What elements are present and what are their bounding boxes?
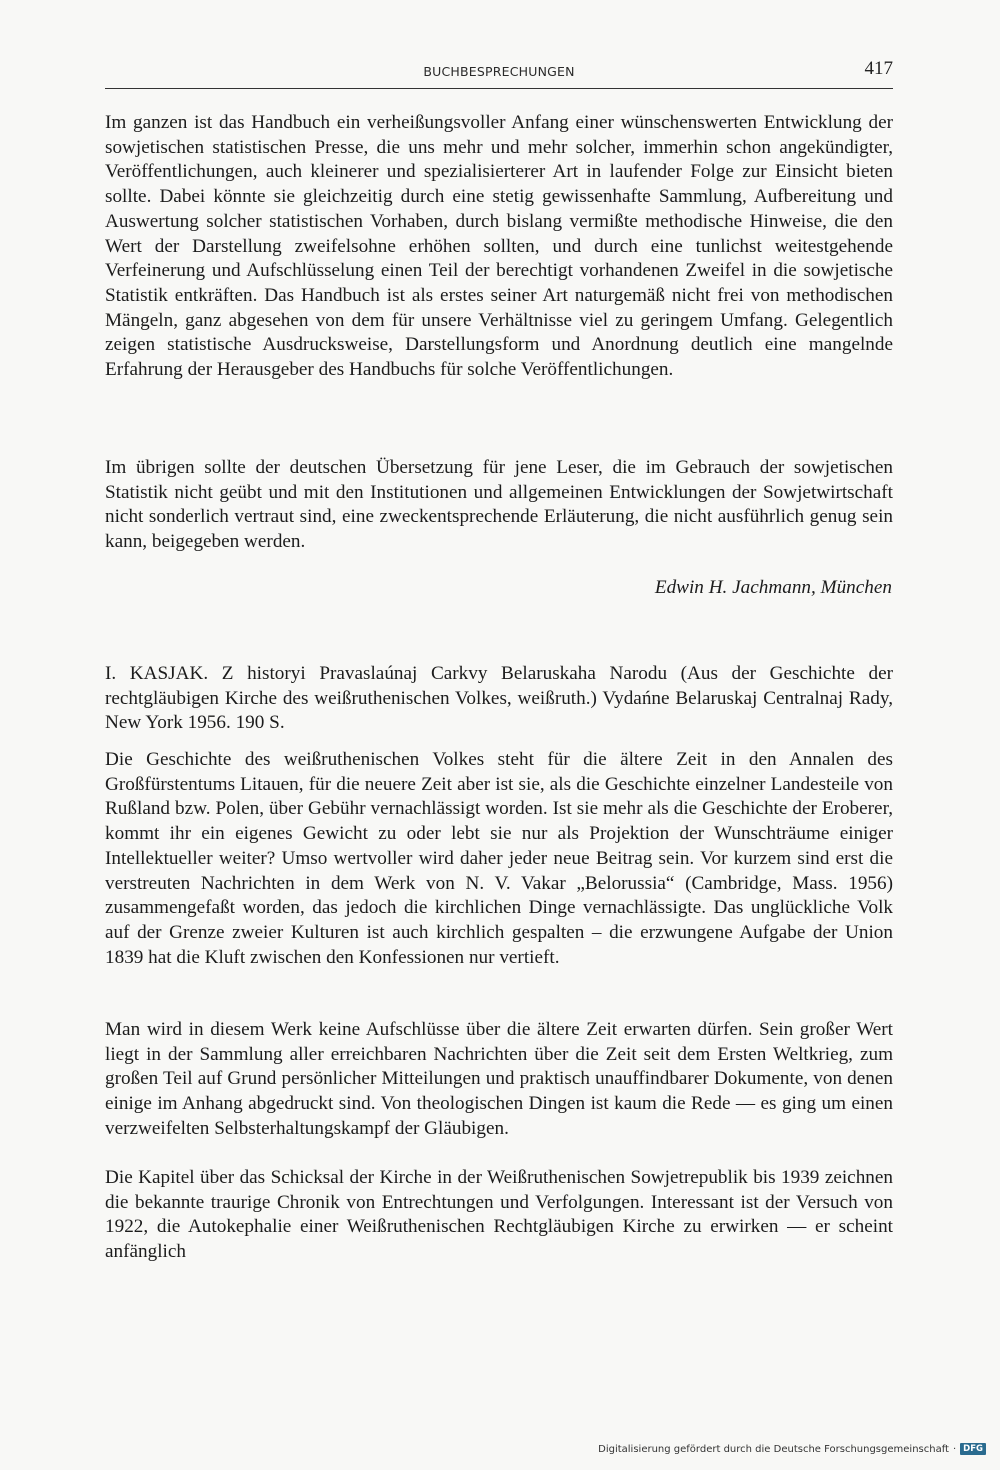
review1-paragraph-2: Im übrigen sollte der deutschen Übersetzung für jene Leser, die im Gebrauch der sowjetischen Statistik nicht geübt und mit den Institutionen und allgemeinen Entwicklungen der Sowjetwirtschaft nicht sonderlich vertraut sind, eine zweckentsprechende Erläuterung, die nicht ausführlich genug sein kann, beigegeben werden.	[105, 457, 893, 553]
running-header	[105, 58, 893, 89]
credit-separator: ·	[952, 1443, 957, 1455]
review2-paragraph-3: Die Kapitel über das Schicksal der Kirche in der Weißruthenischen Sowjetrepublik bis 1939 zeichnen die bekannte traurige Chronik von Entrechtungen und Verfolgungen. Interessant ist der Versuch von 1922, die Autokephalie einer Weißruthenischen Rechtgläubigen Kirche zu erwirken — er scheint anfänglich	[105, 1167, 893, 1263]
dfg-logo-icon: DFG	[960, 1443, 986, 1455]
review2-paragraph-2: Man wird in diesem Werk keine Aufschlüsse über die ältere Zeit erwarten dürfen. Sein großer Wert liegt in der Sammlung aller erreichbaren Nachrichten über die Zeit seit dem Ersten Weltkrieg, zum großen Teil auf Grund persönlicher Mitteilungen und praktisch unauffindbarer Dokumente, von denen einige im Anhang abgedruckt sind. Von theologischen Dingen ist kaum die Rede — es ging um einen verzweifelten Selbsterhaltungskampf der Gläubigen.	[105, 1019, 893, 1139]
page-number: 417	[864, 58, 893, 79]
review2-paragraph-1: Die Geschichte des weißruthenischen Volkes steht für die ältere Zeit in den Annalen des Großfürstentums Litauen, für die neuere Zeit aber ist sie, als die Geschichte einzelner Landesteile von Rußland bzw. Polen, über Gebühr vernachlässigt worden. Ist sie mehr als die Geschichte der Eroberer, kommt ihr ein eigenes Gewicht zu oder lebt sie nur als Projektion der Wunschträume einiger Intellektueller weiter? Umso wertvoller wird daher jeder neue Beitrag sein. Vor kurzem sind erst die verstreuten Nachrichten in dem Werk von N. V. Vakar „Belorussia“ (Cambridge, Mass. 1956) zusammengefaßt worden, das jedoch die kirchlichen Dinge vernachlässigte. Das unglückliche Volk auf der Grenze zweier Kulturen ist auch kirchlich gespalten – die erzwungene Aufgabe der Union 1839 hat die Kluft zwischen den Konfessionen nur vertieft.	[105, 749, 893, 968]
reviewer-signature: Edwin H. Jachmann, München	[654, 577, 892, 598]
digitization-credit	[598, 1443, 986, 1455]
section-title: BUCHBESPRECHUNGEN	[423, 64, 575, 79]
credit-text: Digitalisierung gefördert durch die Deutsche Forschungsgemeinschaft	[598, 1443, 949, 1455]
review2-bibliographic-heading: I. KASJAK. Z historyi Pravaslaúnaj Carkvy Belaruskaha Narodu (Aus der Geschichte der rechtgläubigen Kirche des weißruthenischen Volkes, weißruth.) Vydańne Belaruskaj Centralnaj Rady, New York 1956. 190 S.	[105, 663, 893, 734]
review1-paragraph-1: Im ganzen ist das Handbuch ein verheißungsvoller Anfang einer wünschenswerten Entwicklung der sowjetischen statistischen Presse, die uns mehr und mehr solcher, immerhin schon angekündigter, Veröffentlichungen, auch kleinerer und spezialisierterer Art in laufender Folge zur Einsicht bieten sollte. Dabei könnte sie gleichzeitig durch eine stetig gewissenhafte Sammlung, Aufbereitung und Auswertung solcher statistischen Vorhaben, durch bislang vermißte methodische Hinweise, die den Wert der Darstellung zweifelsohne erhöhen sollten, und durch eine tunlichst weitestgehende Verfeinerung und Aufschlüsselung einen Teil der berechtigt vorhandenen Zweifel in die sowjetische Statistik entkräften. Das Handbuch ist als erstes seiner Art naturgemäß nicht frei von methodischen Mängeln, ganz abgesehen von dem für unsere Verhältnisse viel zu geringem Umfang. Gelegentlich zeigen statistische Ausdrucksweise, Darstellungsform und Anordnung deutlich eine mangelnde Erfahrung der Herausgeber des Handbuchs für solche Veröffentlichungen.	[105, 112, 893, 381]
